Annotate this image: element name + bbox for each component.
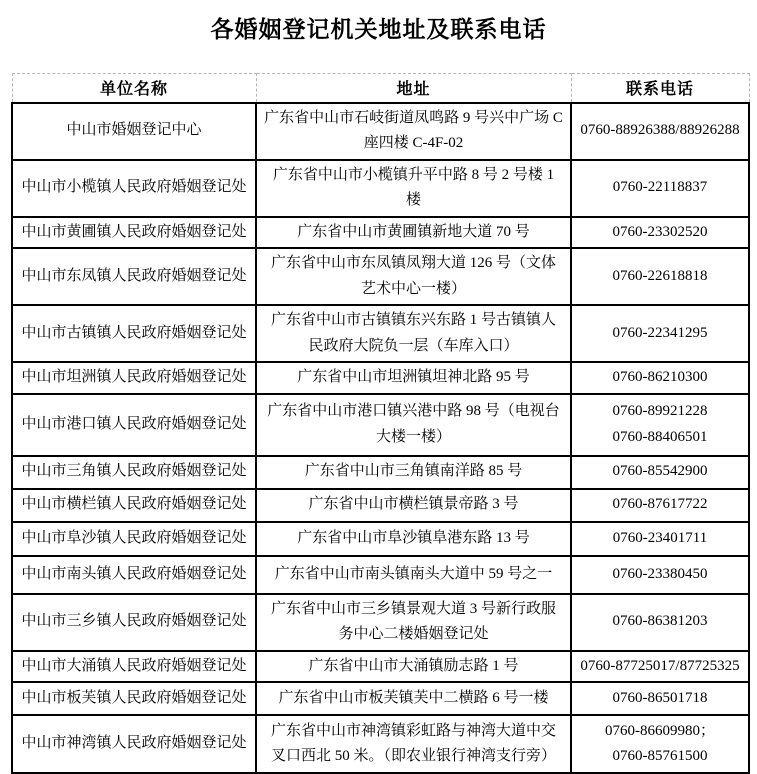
- phone-line: 0760-88406501: [612, 428, 708, 445]
- table-row: [12, 103, 749, 160]
- cell-phone: 0760-86381203: [571, 594, 749, 651]
- page-title: 各婚姻登记机关地址及联系电话: [210, 17, 547, 42]
- cell-phone: [571, 394, 749, 456]
- cell-address: 广东省中山市神湾镇彩虹路与神湾大道中交叉口西北 50 米。（即农业银行神湾支行旁）: [256, 715, 571, 773]
- cell-address: 广东省中山市坦洲镇坦神北路 95 号: [256, 362, 571, 394]
- table-row: [12, 594, 749, 651]
- cell-phone: 0760-86501718: [571, 682, 749, 715]
- cell-phone: 0760-23401711: [571, 522, 749, 556]
- table-row: [12, 651, 749, 683]
- cell-address: 广东省中山市大涌镇励志路 1 号: [256, 651, 571, 683]
- cell-unit-name: 中山市大涌镇人民政府婚姻登记处: [12, 651, 256, 683]
- column-header-address: 地址: [256, 73, 571, 103]
- cell-unit-name: 中山市板芙镇人民政府婚姻登记处: [12, 682, 256, 715]
- cell-unit-name: 中山市婚姻登记中心: [12, 103, 256, 160]
- cell-unit-name: 中山市港口镇人民政府婚姻登记处: [12, 394, 256, 456]
- cell-phone: 0760-22341295: [571, 305, 749, 362]
- table-row: [12, 305, 749, 362]
- table-row: [12, 556, 749, 594]
- cell-address: 广东省中山市三乡镇景观大道 3 号新行政服务中心二楼婚姻登记处: [256, 594, 571, 651]
- cell-address: 广东省中山市横栏镇景帝路 3 号: [256, 489, 571, 522]
- cell-phone: 0760-23380450: [571, 556, 749, 594]
- registry-table: [11, 73, 750, 774]
- cell-address: 广东省中山市小榄镇升平中路 8 号 2 号楼 1 楼: [256, 160, 571, 217]
- cell-phone: 0760-22118837: [571, 160, 749, 217]
- cell-phone: 0760-88926388/88926288: [571, 103, 749, 160]
- cell-unit-name: 中山市三角镇人民政府婚姻登记处: [12, 456, 256, 489]
- cell-unit-name: 中山市小榄镇人民政府婚姻登记处: [12, 160, 256, 217]
- cell-unit-name: 中山市东凤镇人民政府婚姻登记处: [12, 248, 256, 305]
- cell-address: 广东省中山市板芙镇芙中二横路 6 号一楼: [256, 682, 571, 715]
- header-row: [12, 73, 749, 103]
- cell-phone: 0760-87725017/87725325: [571, 651, 749, 683]
- cell-unit-name: 中山市坦洲镇人民政府婚姻登记处: [12, 362, 256, 394]
- cell-phone: 0760-86210300: [571, 362, 749, 394]
- table-row: [12, 489, 749, 522]
- column-header-unit-name: 单位名称: [12, 73, 256, 103]
- cell-address: 广东省中山市东凤镇凤翔大道 126 号（文体艺术中心一楼）: [256, 248, 571, 305]
- phone-line: 0760-89921228: [612, 403, 708, 420]
- cell-address: 广东省中山市石岐街道凤鸣路 9 号兴中广场 C 座四楼 C-4F-02: [256, 103, 571, 160]
- cell-unit-name: 中山市三乡镇人民政府婚姻登记处: [12, 594, 256, 651]
- cell-unit-name: 中山市南头镇人民政府婚姻登记处: [12, 556, 256, 594]
- table-row: [12, 522, 749, 556]
- table-row: [12, 456, 749, 489]
- phone-line: 0760-85761500: [612, 748, 708, 765]
- table-row: [12, 217, 749, 249]
- cell-phone: [571, 715, 749, 773]
- table-row: [12, 715, 749, 773]
- table-row: [12, 160, 749, 217]
- table-row: [12, 394, 749, 456]
- cell-unit-name: 中山市黄圃镇人民政府婚姻登记处: [12, 217, 256, 249]
- cell-phone: 0760-23302520: [571, 217, 749, 249]
- cell-address: 广东省中山市三角镇南洋路 85 号: [256, 456, 571, 489]
- cell-address: 广东省中山市南头镇南头大道中 59 号之一: [256, 556, 571, 594]
- column-header-phone: 联系电话: [571, 73, 749, 103]
- cell-unit-name: 中山市神湾镇人民政府婚姻登记处: [12, 715, 256, 773]
- cell-phone: 0760-87617722: [571, 489, 749, 522]
- table-row: [12, 362, 749, 394]
- phone-line: 0760-86609980；: [605, 722, 715, 739]
- cell-address: 广东省中山市黄圃镇新地大道 70 号: [256, 217, 571, 249]
- cell-unit-name: 中山市横栏镇人民政府婚姻登记处: [12, 489, 256, 522]
- cell-address: 广东省中山市阜沙镇阜港东路 13 号: [256, 522, 571, 556]
- table-row: [12, 682, 749, 715]
- cell-address: 广东省中山市港口镇兴港中路 98 号（电视台大楼一楼）: [256, 394, 571, 456]
- cell-unit-name: 中山市古镇镇人民政府婚姻登记处: [12, 305, 256, 362]
- table-row: [12, 248, 749, 305]
- cell-phone: 0760-85542900: [571, 456, 749, 489]
- cell-phone: 0760-22618818: [571, 248, 749, 305]
- cell-address: 广东省中山市古镇镇东兴东路 1 号古镇镇人民政府大院负一层（车库入口）: [256, 305, 571, 362]
- cell-unit-name: 中山市阜沙镇人民政府婚姻登记处: [12, 522, 256, 556]
